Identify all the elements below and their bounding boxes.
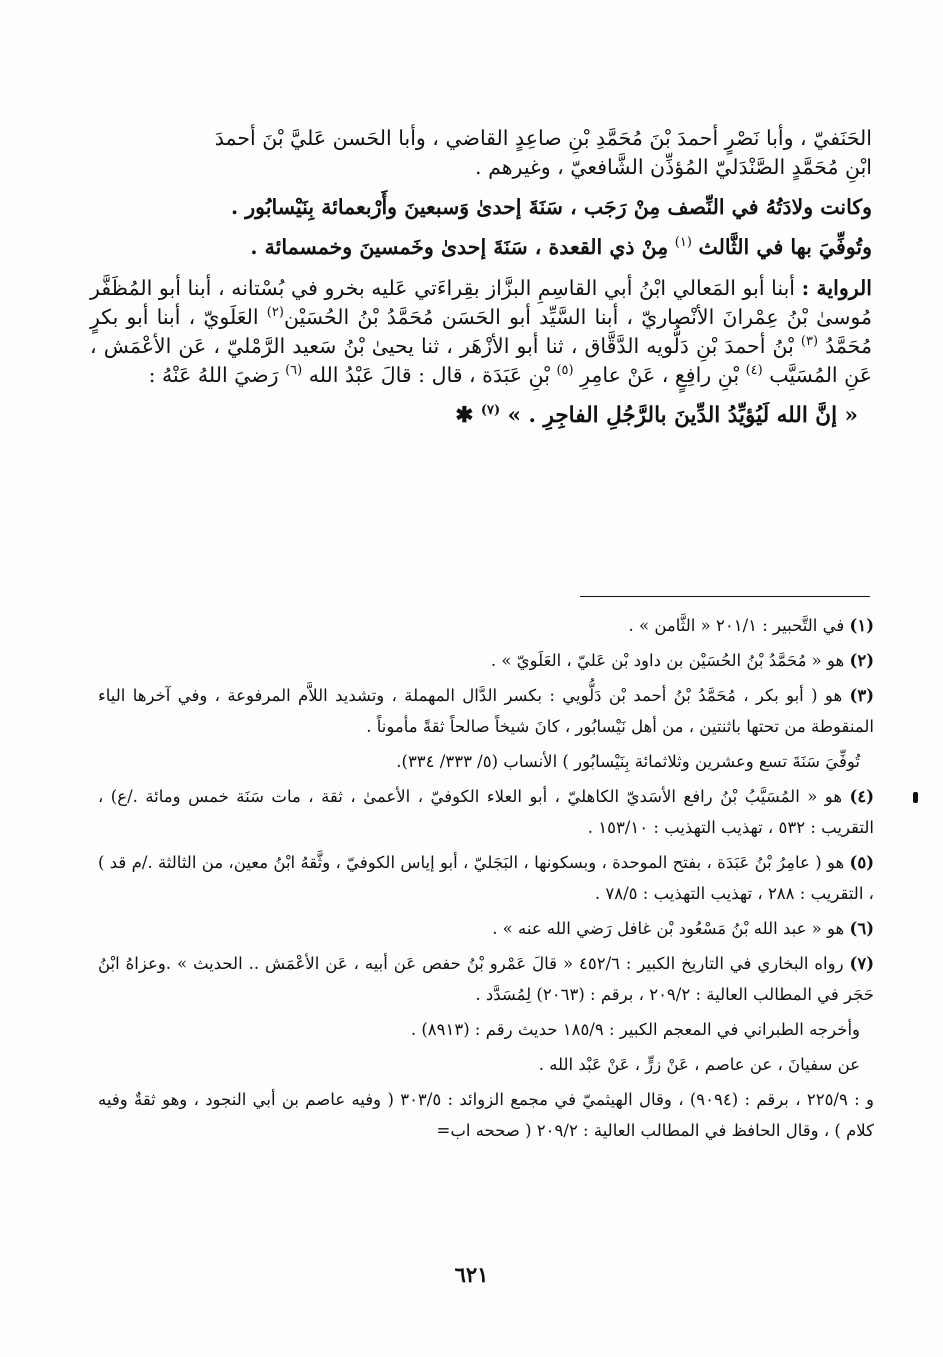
footnote-number: (١) [849, 616, 874, 635]
footnote-text: هو ( عامِرُ بْنُ عَبَدَة ، بفتح الموحدة ، وبسكونها ، البَجَليّ ، أبو إياس الكوفيّ ، وثَّقهُ ابْنُ معين، من الثالثة ./م قد ) ، التقريب : ٢٨٨ ، تهذيب التهذيب : ٧٨/٥ . [98, 853, 874, 903]
death-paragraph [90, 233, 872, 262]
footnote-ref-3[interactable]: (٣) [800, 334, 819, 350]
footnote-text: هو « عبد الله بْنُ مَسْعُود بْن غافل رَضي الله عنه » . [492, 919, 845, 938]
footnote-text: تُوفِّيَ سَنَةَ تسع وعشرين وثلاثمائة بِنَيْسابُور ) الأنساب (٥/ ٣٣٣/ ٣٣٤). [396, 752, 860, 771]
hadith-text: « إنَّ الله لَيُؤيِّدُ الدِّينَ بالرَّجُلِ الفاجِرِ . » [507, 403, 858, 428]
star-icon: ✱ [455, 403, 474, 428]
riwaya-paragraph [90, 274, 872, 390]
death-text-a: وتُوفِّيَ بها في الثَّالث [698, 235, 872, 259]
footnote-text: و : ٢٢٥/٩ ، برقم : (٩٠٩٤) ، وقال الهيثميّ في مجمع الزوائد : ٣٠٣/٥ ( وفيه عاصم بن أبي النجود ، وهو ثقةٌ وفيه كلام ) ، وقال الحافظ في المطالب العالية : ٢٠٩/٢ ( صححه اب= [98, 1090, 874, 1140]
footnote-1 [98, 610, 874, 641]
birth-paragraph [90, 193, 872, 222]
footnote-3 [98, 680, 874, 742]
birth-text: وكانت ولادَتُهُ في النِّصف مِنْ رَجَب ، سَنَةَ إحدىٰ وَسبعينَ وأَرْبعمائة بِنَيْسابُور . [230, 195, 872, 219]
footnote-3-continued [98, 746, 874, 777]
footnote-ref-2[interactable]: (٢) [266, 305, 284, 321]
riwaya-text-1: أبنا أبو المَعالي ابْنُ أبي القاسِمِ البزَّاز بقِراءَتي عَليه بخرو في بُسْتانه ، أبنا أبو المُظَفَّر مُوسىٰ بْنُ عِمْرانَ الأنْصاريّ ، أبنا السَّيِّد أبو الحَسَن مُحَمَّدُ بْنُ الحُسَيْن [90, 276, 872, 329]
text-line: الحَنَفيّ ، وأبا نَصْرٍ أحمدَ بْنَ مُحَمَّدِ بْنِ صاعِدٍ القاضي ، وأبا الحَسن عَليَّ بْنَ أحمدَ [214, 126, 872, 150]
text-line: ابْنِ مُحَمَّدٍ الصَّنْدَليّ المُؤذِّن الشَّافعيّ ، وغيرهم . [475, 155, 872, 179]
riwaya-text-6: رَضيَ اللهُ عَنْهُ : [148, 363, 279, 387]
riwaya-text-4: بْنِ رافِعٍ ، عَنْ عامِرِ [580, 363, 740, 387]
footnote-number: (٤) [849, 787, 874, 806]
footnote-text: هو « المُسَيَّبُ بْنُ رافع الأسَديّ الكاهليّ ، أبو العلاء الكوفيّ ، الأعمىٰ ، ثقة ، مات سَنَة خمس ومائة ./ع) ، التقريب : ٥٣٢ ، تهذيب التهذيب : ١٥٣/١٠ . [98, 787, 874, 837]
footnote-number: (٢) [849, 651, 874, 670]
footnote-separator [580, 596, 870, 597]
footnote-ref-6[interactable]: (٦) [285, 363, 303, 379]
page-number: ٦٢١ [454, 1262, 489, 1287]
footnote-ref-5[interactable]: (٥) [556, 363, 574, 379]
footnote-4 [98, 781, 874, 843]
death-text-b: مِنْ ذي القعدة ، سَنَةَ إحدىٰ وخَمسينَ وخمسمائة . [250, 235, 669, 259]
footnote-7 [98, 948, 874, 1010]
main-text [90, 124, 872, 430]
footnote-number: (٧) [849, 954, 875, 973]
riwaya-text-3: بْنُ أحمدَ بْنِ دَلُّويه الدَّقَّاق ، ثنا أبو الأزْهَر ، ثنا يحيىٰ بْنُ سَعيد الرَّمْليّ ، عَن الأعْمَش ، عَنِ المُسَيَّب [90, 334, 872, 387]
footnote-6 [98, 913, 874, 944]
riwaya-text-5: بْنِ عَبَدَة ، قال : قالَ عَبْدُ الله [308, 363, 550, 387]
riwaya-label: الرواية : [801, 276, 872, 300]
footnote-text: وأخرجه الطبراني في المعجم الكبير : ١٨٥/٩ حديث رقم : (٨٩١٣) . [410, 1020, 860, 1039]
hadith-line [90, 401, 872, 430]
footnote-7-continued [98, 1084, 874, 1146]
margin-mark [913, 792, 918, 803]
footnote-ref-7[interactable]: (٧) [480, 402, 501, 418]
footnote-text: رواه البخاري في التاريخ الكبير : ٤٥٢/٦ « قالَ عَمْرو بْنُ حفص عَن أبيه ، عَن الأعْمَش .. الحديث » .وعزاهُ ابْنُ حَجَر في المطالب العالية : ٢٠٩/٢ ، برقم : (٢٠٦٣) لِمُسَدَّد . [98, 954, 874, 1004]
footnote-ref-1[interactable]: (١) [674, 235, 692, 251]
footnote-7-continued [98, 1014, 874, 1045]
footnote-number: (٣) [849, 686, 874, 705]
footnote-5 [98, 847, 874, 909]
footnote-text: في التَّحبير : ٢٠١/١ « الثَّامن » . [628, 616, 845, 635]
footnote-text: هو ( أبو بكر ، مُحَمَّدُ بْنُ أحمد بْن دَلُّويي : بكسر الدَّال المهملة ، وتشديد اللاَّم المرفوعة ، وفي آخرها الياء المنقوطة من تحتها باثنتين ، من أهل نَيْسابُور ، كانَ شيخاً صالحاً ثقةً مأموناً . [98, 686, 874, 736]
footnote-number: (٦) [849, 919, 874, 938]
footnote-text: عن سفيانَ ، عن عاصم ، عَنْ زرٍّ ، عَنْ عَبْد الله . [538, 1055, 860, 1074]
footnote-2 [98, 645, 874, 676]
footnote-ref-4[interactable]: (٤) [745, 363, 763, 379]
riwaya-text-2: العَلَويّ ، أبنا أبو بكرٍ مُحَمَّدُ [90, 305, 872, 358]
footnote-number: (٥) [849, 853, 874, 872]
footnotes [98, 610, 874, 1150]
footnote-text: هو « مُحَمَّدُ بْنُ الحُسَيْن بن داود بْن عَليّ ، العَلَويّ » . [490, 651, 845, 670]
footnote-7-continued [98, 1049, 874, 1080]
